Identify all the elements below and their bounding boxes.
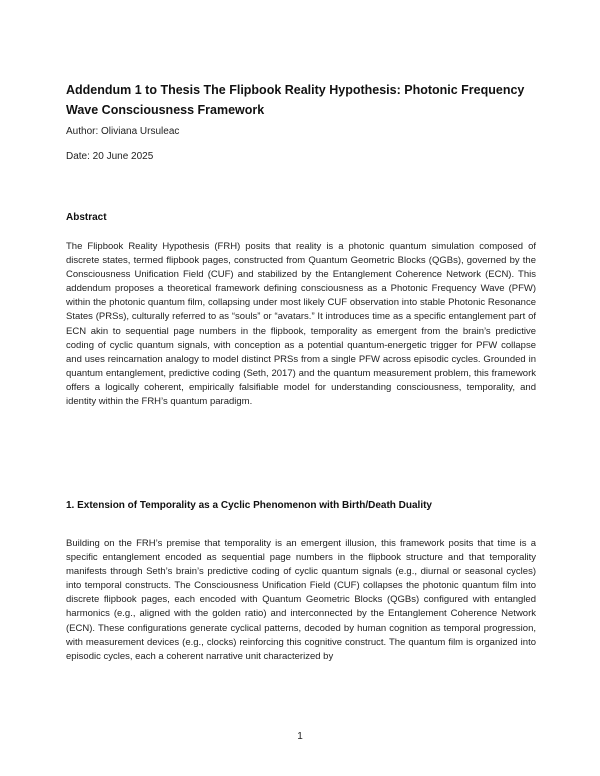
author-line: Author: Oliviana Ursuleac bbox=[66, 126, 180, 137]
abstract-heading: Abstract bbox=[66, 212, 107, 223]
document-title: Addendum 1 to Thesis The Flipbook Reality Hypothesis: Photonic Frequency Wave Consciousness Framework bbox=[66, 83, 525, 117]
section-1-heading: 1. Extension of Temporality as a Cyclic Phenomenon with Birth/Death Duality bbox=[66, 500, 432, 511]
section-1-paragraph: Building on the FRH’s premise that temporality is an emergent illusion, this framework posits that time is a specific entanglement encoded as sequential page numbers in the flipbook structure and that temporality manifests through Seth’s brain’s predictive coding of cyclic quantum signals (e.g., diurnal or seasonal cycles) into temporal constructs. The Consciousness Unification Field (CUF) collapses the photonic quantum film into discrete flipbook pages, each encoded with Quantum Geometric Blocks (QGBs) configured with entangled harmonics (e.g., aligned with the golden ratio) and interconnected by the Entanglement Coherence Network (ECN). These configurations generate cyclical patterns, decoded by human cognition as temporal progression, with measurement devices (e.g., clocks) reinforcing this cognitive construct. The quantum film is organized into episodic cycles, each a coherent narrative unit characterized by bbox=[66, 538, 536, 662]
page-number: 1 bbox=[297, 731, 303, 742]
abstract-paragraph: The Flipbook Reality Hypothesis (FRH) posits that reality is a photonic quantum simulation composed of discrete states, termed flipbook pages, constructed from Quantum Geometric Blocks (QGBs), governed by the Consciousness Unification Field (CUF) and stabilized by the Entanglement Coherence Network (ECN). This addendum proposes a theoretical framework defining consciousness as a Photonic Frequency Wave (PFW) within the photonic quantum film, collapsing under most likely CUF observation into stable Photonic Resonance States (PRSs), culturally referred to as “souls” or “avatars.” It introduces time as a specific entanglement part of ECN akin to sequential page numbers in the flipbook, temporality as emergent from the brain’s predictive coding of cyclic quantum signals, with conception as a potential quantum-energetic trigger for PFW collapse and uses reincarnation analogy to model distinct PRSs from a single PFW across episodic cycles. Grounded in quantum entanglement, predictive coding (Seth, 2017) and the quantum measurement problem, this framework offers a logically coherent, empirically falsifiable model for understanding consciousness, temporality, and identity within the FRH’s quantum paradigm. bbox=[66, 241, 536, 408]
date-line: Date: 20 June 2025 bbox=[66, 151, 154, 162]
